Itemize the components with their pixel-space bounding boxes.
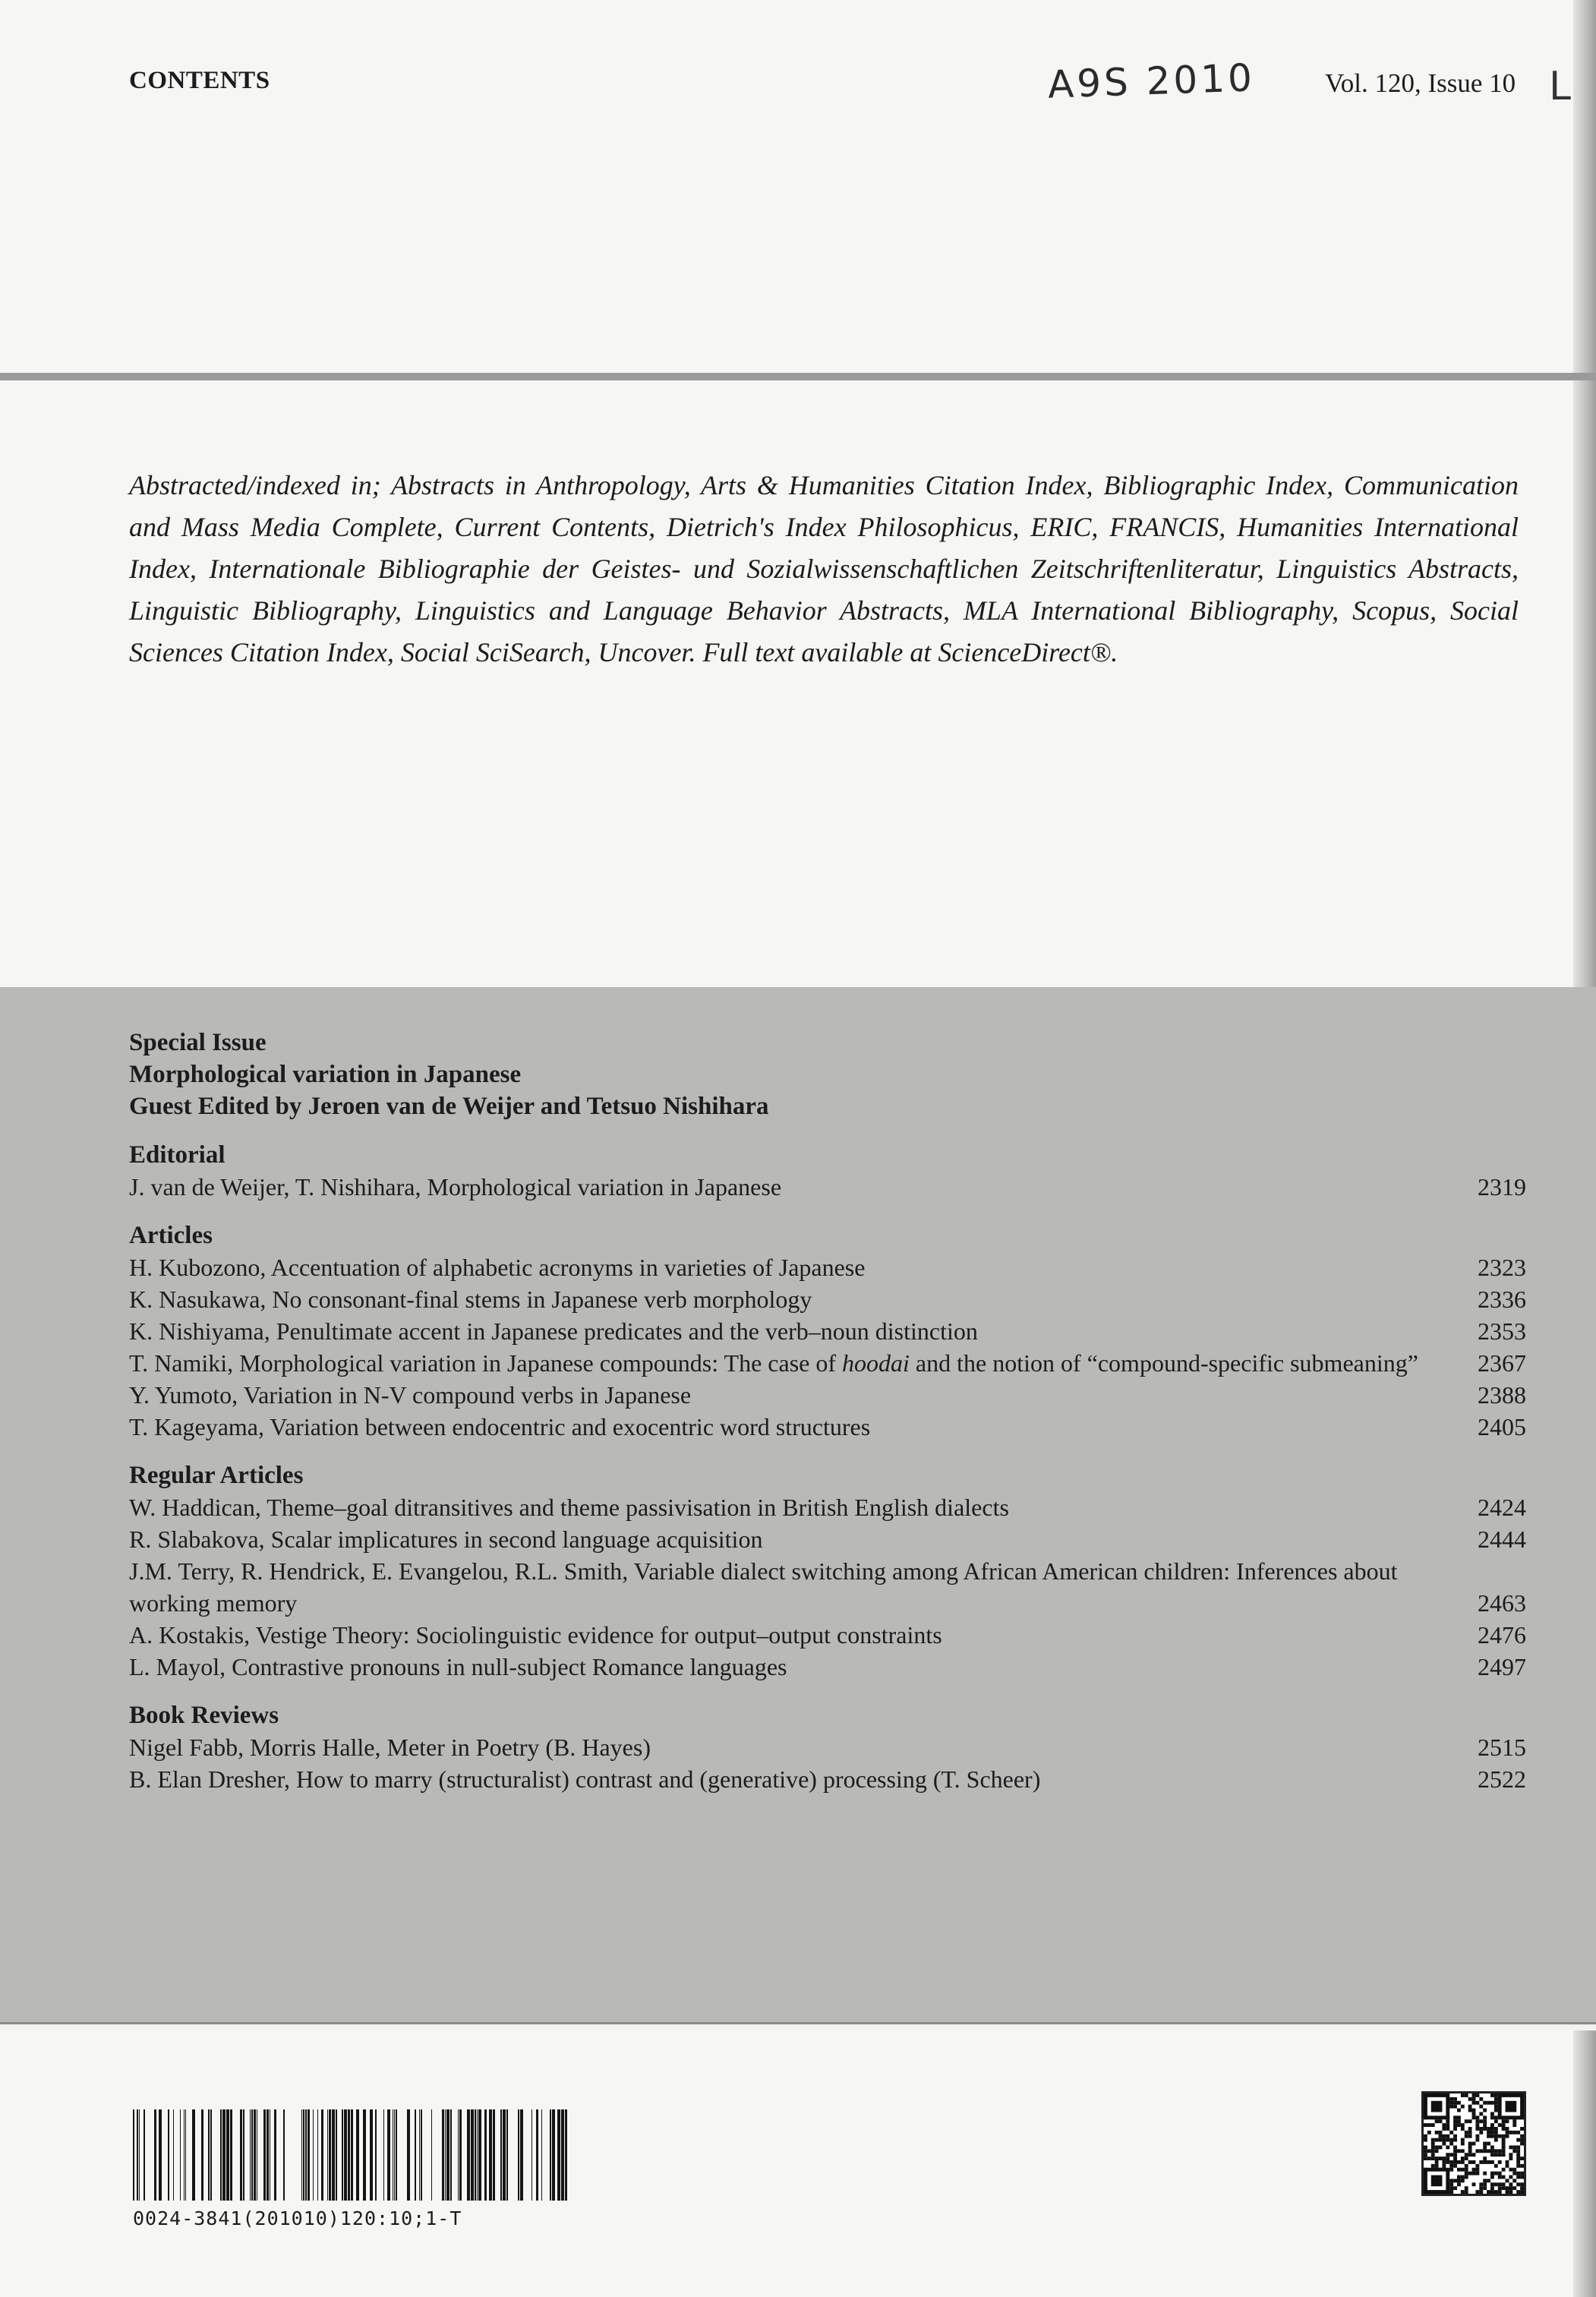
toc-entry[interactable] xyxy=(129,1619,1526,1651)
entry-text: B. Elan Dresher, How to marry (structuralist) contrast and (generative) processing (T. Scheer) xyxy=(129,1765,1041,1793)
section-book-reviews xyxy=(129,1699,1526,1795)
toc-entry[interactable] xyxy=(129,1171,1526,1203)
toc-entry[interactable] xyxy=(129,1411,1526,1443)
barcode-icon xyxy=(133,2109,573,2201)
entry-page: 2444 xyxy=(1478,1526,1526,1553)
toc-entry[interactable] xyxy=(129,1315,1526,1347)
entry-page: 2515 xyxy=(1478,1734,1526,1761)
entry-text: R. Slabakova, Scalar implicatures in second language acquisition xyxy=(129,1526,763,1553)
section-title: Articles xyxy=(129,1222,213,1249)
section-regular-articles xyxy=(129,1459,1526,1683)
entry-text: K. Nasukawa, No consonant-final stems in Japanese verb morphology xyxy=(129,1286,812,1313)
entry-text-italic: hoodai xyxy=(842,1349,910,1377)
abstracted-indexed-note: Abstracted/indexed in; Abstracts in Anthropology, Arts & Humanities Citation Index, Bibliographic Index, Communication and Mass Media Complete, Current Contents, Dietrich's Index Philosophicus, ERIC, FRANCIS, Humanities International Index, Internationale Bibliographie der Geistes- und Sozialwissenschaftlichen Zeitschriftenliteratur, Linguistics Abstracts, Linguistic Bibliography, Linguistics and Language Behavior Abstracts, MLA International Bibliography, Scopus, Social Sciences Citation Index, Social SciSearch, Uncover. Full text available at ScienceDirect®. xyxy=(129,470,1519,667)
entry-page: 2497 xyxy=(1478,1653,1526,1680)
qr-code-icon xyxy=(1421,2091,1526,2196)
special-issue-editors: Guest Edited by Jeroen van de Weijer and Tetsuo Nishihara xyxy=(129,1093,769,1120)
handwritten-annotation: A9S 2010 xyxy=(1047,55,1256,107)
toc-entry[interactable] xyxy=(129,1283,1526,1315)
entry-text: W. Haddican, Theme–goal ditransitives and theme passivisation in British English dialects xyxy=(129,1494,1009,1521)
toc-entry[interactable] xyxy=(129,1491,1526,1523)
entry-page: 2336 xyxy=(1478,1286,1526,1313)
entry-page: 2405 xyxy=(1478,1413,1526,1440)
volume-issue: Vol. 120, Issue 10 xyxy=(1325,68,1516,98)
entry-text: J. van de Weijer, T. Nishihara, Morphological variation in Japanese xyxy=(129,1173,782,1201)
toc-entry[interactable] xyxy=(129,1731,1526,1763)
entry-text: A. Kostakis, Vestige Theory: Sociolinguistic evidence for output–output constraints xyxy=(129,1621,942,1649)
section-title: Regular Articles xyxy=(129,1462,304,1489)
toc-entry[interactable] xyxy=(129,1347,1526,1379)
toc-entry[interactable] xyxy=(129,1763,1526,1795)
entry-page: 2424 xyxy=(1478,1494,1526,1521)
entry-text: J.M. Terry, R. Hendrick, E. Evangelou, R.L. Smith, Variable dialect switching among African American children: Inferences about working memory xyxy=(129,1557,1398,1617)
special-issue-topic: Morphological variation in Japanese xyxy=(129,1061,522,1088)
section-articles xyxy=(129,1219,1526,1443)
entry-text: K. Nishiyama, Penultimate accent in Japanese predicates and the verb–noun distinction xyxy=(129,1317,978,1345)
entry-page: 2367 xyxy=(1478,1349,1526,1377)
page-title: CONTENTS xyxy=(129,67,270,94)
entry-text: T. Kageyama, Variation between endocentric and exocentric word structures xyxy=(129,1413,871,1440)
handwritten-corner-mark: L xyxy=(1549,64,1571,109)
entry-text-part: T. Namiki, Morphological variation in Japanese compounds: The case of xyxy=(129,1349,843,1377)
entry-text: L. Mayol, Contrastive pronouns in null-subject Romance languages xyxy=(129,1653,787,1680)
entry-text-part: and the notion of “compound-specific submeaning” xyxy=(909,1349,1418,1377)
section-editorial xyxy=(129,1139,1526,1203)
divider-bottom xyxy=(0,2022,1596,2030)
entry-text: Nigel Fabb, Morris Halle, Meter in Poetry (B. Hayes) xyxy=(129,1734,651,1761)
toc-entry[interactable] xyxy=(129,1379,1526,1411)
entry-page: 2463 xyxy=(1478,1589,1526,1617)
toc-entry[interactable] xyxy=(129,1523,1526,1555)
entry-page: 2353 xyxy=(1478,1317,1526,1345)
toc-entry[interactable] xyxy=(129,1251,1526,1283)
entry-page: 2476 xyxy=(1478,1621,1526,1649)
entry-page: 2319 xyxy=(1478,1173,1526,1201)
section-title: Book Reviews xyxy=(129,1702,279,1729)
barcode-number: 0024-3841(201010)120:10;1-T xyxy=(133,2207,462,2229)
entry-page: 2323 xyxy=(1478,1254,1526,1281)
divider-top xyxy=(0,373,1596,380)
entry-text: Y. Yumoto, Variation in N-V compound verbs in Japanese xyxy=(129,1381,692,1409)
special-issue-label: Special Issue xyxy=(129,1029,267,1056)
entry-page: 2522 xyxy=(1478,1765,1526,1793)
entry-page: 2388 xyxy=(1478,1381,1526,1409)
toc-entry[interactable] xyxy=(129,1555,1526,1619)
toc-entry[interactable] xyxy=(129,1651,1526,1683)
table-of-contents xyxy=(129,1027,1526,1795)
entry-text xyxy=(129,1347,1473,1379)
section-title: Editorial xyxy=(129,1141,226,1169)
entry-text: H. Kubozono, Accentuation of alphabetic acronyms in varieties of Japanese xyxy=(129,1254,866,1281)
